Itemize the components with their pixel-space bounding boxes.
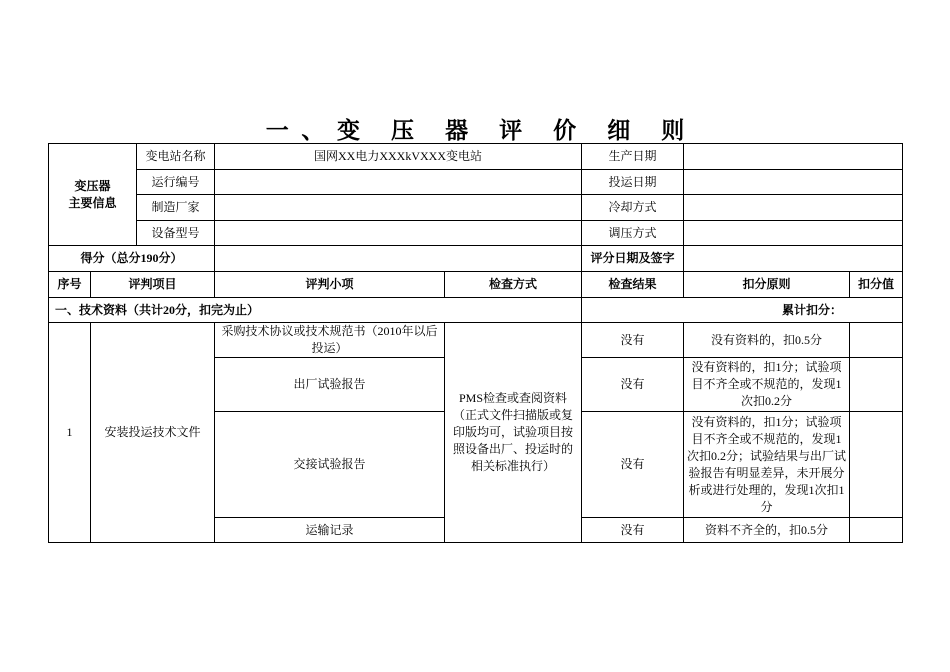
header-principle: 扣分原则 <box>684 272 850 298</box>
run-no-value[interactable] <box>215 170 582 195</box>
voltage-reg-value[interactable] <box>684 221 903 246</box>
subitem-cell: 运输记录 <box>215 518 445 543</box>
evaluation-table <box>48 143 903 543</box>
deduction-value[interactable] <box>850 412 903 518</box>
model-value[interactable] <box>215 221 582 246</box>
header-subitem: 评判小项 <box>215 272 445 298</box>
cooling-value[interactable] <box>684 195 903 221</box>
deduction-value[interactable] <box>850 323 903 358</box>
manufacturer-label: 制造厂家 <box>137 195 215 221</box>
page-title: 一、变 压 器 评 价 细 则 <box>265 118 697 143</box>
deduction-principle: 没有资料的，扣1分；试验项目不齐全或不规范的，发现1次扣0.2分；试验结果与出厂试验报告有明显差异，未开展分析或进行处理的，发现1次扣1分 <box>684 412 850 518</box>
date-sign-label: 评分日期及签字 <box>582 246 684 272</box>
header-item: 评判项目 <box>91 272 215 298</box>
check-result: 没有 <box>582 412 684 518</box>
check-method: PMS检查或查阅资料（正式文件扫描版或复印版均可，试验项目按照设备出厂、投运时的相关标准执行） <box>445 323 582 543</box>
deduction-value[interactable] <box>850 358 903 412</box>
run-no-label: 运行编号 <box>137 170 215 195</box>
deduction-principle: 没有资料的，扣1分；试验项目不齐全或不规范的，发现1次扣0.2分 <box>684 358 850 412</box>
station-name-label: 变电站名称 <box>137 144 215 170</box>
prod-date-value[interactable] <box>684 144 903 170</box>
voltage-reg-label: 调压方式 <box>582 221 684 246</box>
subitem-cell: 采购技术协议或技术规范书（2010年以后投运） <box>215 323 445 358</box>
manufacturer-value[interactable] <box>215 195 582 221</box>
info-group-label: 变压器 主要信息 <box>49 144 137 246</box>
check-result: 没有 <box>582 358 684 412</box>
group-item: 安装投运技术文件 <box>91 323 215 543</box>
score-value[interactable] <box>215 246 582 272</box>
model-label: 设备型号 <box>137 221 215 246</box>
date-sign-value[interactable] <box>684 246 903 272</box>
header-method: 检查方式 <box>445 272 582 298</box>
header-result: 检查结果 <box>582 272 684 298</box>
header-seq: 序号 <box>49 272 91 298</box>
group-seq: 1 <box>49 323 91 543</box>
deduction-principle: 资料不齐全的，扣0.5分 <box>684 518 850 543</box>
check-result: 没有 <box>582 518 684 543</box>
deduction-principle: 没有资料的，扣0.5分 <box>684 323 850 358</box>
deduction-value[interactable] <box>850 518 903 543</box>
subitem-cell: 出厂试验报告 <box>215 358 445 412</box>
station-name-value: 国网XX电力XXXkVXXX变电站 <box>215 144 582 170</box>
header-deduction: 扣分值 <box>850 272 903 298</box>
section-title: 一、技术资料（共计20分，扣完为止） <box>49 298 582 323</box>
cumulative-deduction-label: 累计扣分： <box>582 298 903 323</box>
check-result: 没有 <box>582 323 684 358</box>
commission-date-value[interactable] <box>684 170 903 195</box>
prod-date-label: 生产日期 <box>582 144 684 170</box>
cooling-label: 冷却方式 <box>582 195 684 221</box>
commission-date-label: 投运日期 <box>582 170 684 195</box>
subitem-cell: 交接试验报告 <box>215 412 445 518</box>
score-label: 得分（总分190分） <box>49 246 215 272</box>
